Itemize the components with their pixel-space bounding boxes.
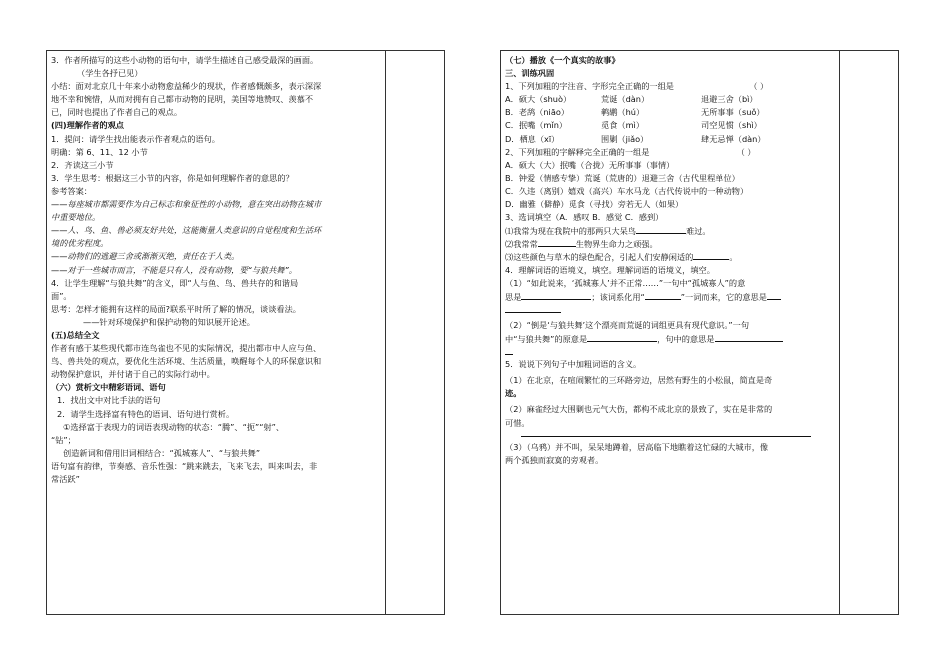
question-2 [505, 146, 837, 159]
left-notes-column [385, 51, 444, 614]
option-row [505, 119, 837, 132]
text-line: 1．找出文中对比手法的语句 [57, 395, 161, 406]
text-line: 明确：第 6、11、12 小节 [51, 146, 148, 157]
question-4: 4．理解词语的语境义，填空。理解词语的语境义，填空。 [505, 264, 715, 275]
text-line: 面”。 [51, 290, 72, 301]
blank-line [587, 332, 657, 342]
text-line: 创造新词和借用旧词相结合：“孤城寡人”、“与狼共舞” [63, 447, 261, 458]
fill-item [505, 250, 837, 263]
fill-item [505, 332, 837, 345]
text-line: 常活跃” [51, 474, 80, 484]
option-cell: B．老鸹（niāo） [505, 107, 570, 118]
blank-line [715, 332, 783, 342]
fill-text: 。 [729, 252, 738, 263]
option-cell: 肆无忌惮（dàn） [701, 133, 766, 144]
right-page [500, 50, 899, 615]
fill-text: ⑶这些颜色与草木的绿色配合，引起人们安静闲适的 [505, 252, 694, 263]
fill-text: ，句中的意思是 [657, 333, 715, 344]
section-heading: （七）播放《一个真实的故事》 [505, 55, 620, 65]
answer-paren: （ ） [736, 146, 756, 157]
option-row: C．久违（离别）嬉戏（高兴）车水马龙（古代传说中的一种动物） [505, 185, 749, 196]
text-line: （学生各抒已见） [77, 68, 143, 79]
left-page [46, 50, 445, 615]
blank-line [636, 224, 686, 234]
option-row [505, 106, 837, 119]
blank-line [538, 237, 576, 247]
text-line: 小结：面对北京几十年来小动物愈益稀少的现状，作者感慨颇多，表示深深 [51, 81, 322, 92]
option-cell: 司空见惯（shì） [701, 120, 762, 131]
option-cell: A．硕大（shuò） [505, 94, 572, 105]
fill-text: 难过。 [686, 226, 711, 237]
text-line: “钻”； [51, 434, 76, 445]
text-line: 动物保护意识，并付诸于自己的实际行动中。 [51, 369, 215, 380]
text-line: 思考：怎样才能拥有这样的局面?联系平时所了解的情况，谈谈看法。 [51, 303, 301, 314]
option-cell: 荒诞（dàn） [601, 94, 650, 105]
option-cell: C．抿嘴（mǐn） [505, 120, 568, 131]
text-line: 地不幸和惋惜，从而对拥有自己都市动物的昆明，美国等地赞叹、羡慕不 [51, 94, 314, 105]
question-5: 5．说说下列句子中加粗词语的含义。 [505, 359, 642, 370]
option-row: D．幽雅（僻静）觅食（寻找）旁若无人（如果） [505, 199, 684, 210]
option-row [505, 93, 837, 106]
blank-line [693, 250, 729, 260]
fill-item [505, 237, 837, 250]
text-line: 中重要地位。 [51, 212, 101, 223]
text-line: 3．学生思考：根据这三小节的内容，你是如何理解作者的意思的？ [51, 172, 294, 183]
text-line: 语句富有韵律，节奏感、音乐性强：“跳来跳去，飞来飞去，叫来叫去，非 [51, 460, 318, 471]
text-line: 作者有感于某些现代都市连鸟雀也不见的实际情况，提出都市中人应与鱼、 [51, 343, 322, 354]
fill-item [505, 345, 837, 358]
fill-text: 中“与狼共舞”的原意是 [505, 333, 588, 344]
text-line: 1．提问：请学生找出能表示作者观点的语句。 [51, 133, 220, 144]
option-cell: 觅食（mì） [601, 120, 645, 131]
section-heading: 三、训练巩固 [505, 68, 555, 79]
option-cell: 无所事事（suǒ） [701, 107, 765, 118]
blank-line [505, 345, 513, 355]
fill-item [505, 224, 837, 237]
answer-paren: （ ） [749, 81, 769, 92]
fill-item [505, 303, 837, 316]
option-row: A．硕大（大）抿嘴（合拢）无所事事（事情） [505, 159, 675, 170]
option-cell: 鹌鹕（hú） [601, 107, 645, 118]
text-line: 参考答案： [51, 185, 92, 196]
section-heading: (四)理解作者的观点 [51, 120, 124, 131]
section-heading: (五)总结全文 [51, 329, 100, 340]
text-line: （2）“倒是‘与狼共舞’这个漂亮而荒诞的词组更具有现代意识。”一句 [505, 319, 750, 330]
text-line: 2．请学生选择富有特色的语词、语句进行赏析。 [57, 408, 235, 419]
option-cell: 围剿（jiǎo） [601, 133, 649, 144]
text-line: ——针对环境保护和保护动物的知识展开论述。 [83, 316, 255, 327]
question-1 [505, 80, 837, 93]
text-line: ①选择富于表现力的词语表现动物的状态：“腾”、“扼”“射”、 [63, 421, 285, 432]
text-line: ——每座城市都需要作为自己标志和象征性的小动物，意在突出动物在城市 [51, 199, 322, 210]
text-line: 鸟、兽共处的观点，要优化生活环境、生活质量，唤醒每个人的环保意识和 [51, 356, 322, 367]
answer-line [521, 436, 811, 437]
text-line: 迹。 [505, 388, 522, 399]
text-line: 2．齐读这三小节 [51, 159, 114, 170]
fill-text: ⑴我常为现在我院中的那两只大呆鸟 [505, 226, 637, 237]
text-line: （3）（乌鸦）并不叫，呆呆地蹲着，居高临下地瞧着这忙碌的大城市，像 [505, 441, 769, 452]
question-text: 1、下列加粗的字注音、字形完全正确的一组是 [505, 81, 674, 92]
option-row [505, 133, 837, 146]
fill-item [505, 290, 837, 303]
fill-text: 生物界生命力之顽强。 [575, 239, 658, 250]
text-line: 已，同时也提出了作者自己的观点。 [51, 107, 183, 118]
right-page-content [505, 54, 837, 467]
text-line: ——对于一些城市而言，不能是只有人，没有动物，要“与狼共舞”。 [51, 264, 297, 275]
text-line: ——动物们的逃避三舍或渐渐灭绝，责任在于人类。 [51, 251, 240, 262]
option-cell: 退避三舍（bì） [701, 94, 758, 105]
text-line: ——人、鸟、鱼、兽必须友好共处，这能衡量人类意识的自觉程度和生活环 [51, 225, 322, 236]
right-notes-column [839, 51, 898, 614]
text-line: 4．让学生理解“与狼共舞”的含义，即“人与鱼、鸟、兽共存的和谐局 [51, 277, 299, 288]
fill-text: ⑵我常常 [505, 239, 538, 250]
fill-text: ”一词而来，它的意思是 [680, 291, 767, 302]
text-line: 两个孤独而寂寞的旁观者。 [505, 454, 604, 465]
fill-text: 思是 [505, 291, 522, 302]
option-cell: D．栖息（xī） [505, 133, 560, 144]
blank-line [521, 290, 591, 300]
left-page-content [51, 54, 383, 486]
question-text: 2、下列加粗的字解释完全正确的一组是 [505, 146, 650, 157]
option-row: B．钟爱（情感专挚）荒诞（荒唐的）退避三舍（古代里程单位） [505, 172, 740, 183]
text-line: （1）在北京，在喧闹繁忙的三环路旁边，居然有野生的小松鼠，简直是奇 [505, 375, 773, 386]
fill-text: ；该词系化用“ [591, 291, 645, 302]
question-3: 3、选词填空（A．感叹 B．感觉 C．感到） [505, 212, 664, 223]
blank-line [767, 290, 781, 300]
section-heading: （六）赏析文中精彩语词、语句 [51, 382, 166, 393]
blank-line [505, 303, 561, 313]
text-line: （2）麻雀经过大围剿也元气大伤，都构不成北京的景致了，实在是非常的 [505, 404, 773, 415]
text-line: 3．作者所描写的这些小动物的语句中，请学生描述自己感受最深的画面。 [51, 55, 319, 65]
blank-line [645, 290, 681, 300]
text-line: 可惜。 [505, 417, 530, 428]
text-line: （1）“如此说来，‘孤城寡人’并不正常……”一句中“孤城寡人”的意 [505, 277, 746, 288]
text-line: 境的优劣程度。 [51, 238, 109, 249]
